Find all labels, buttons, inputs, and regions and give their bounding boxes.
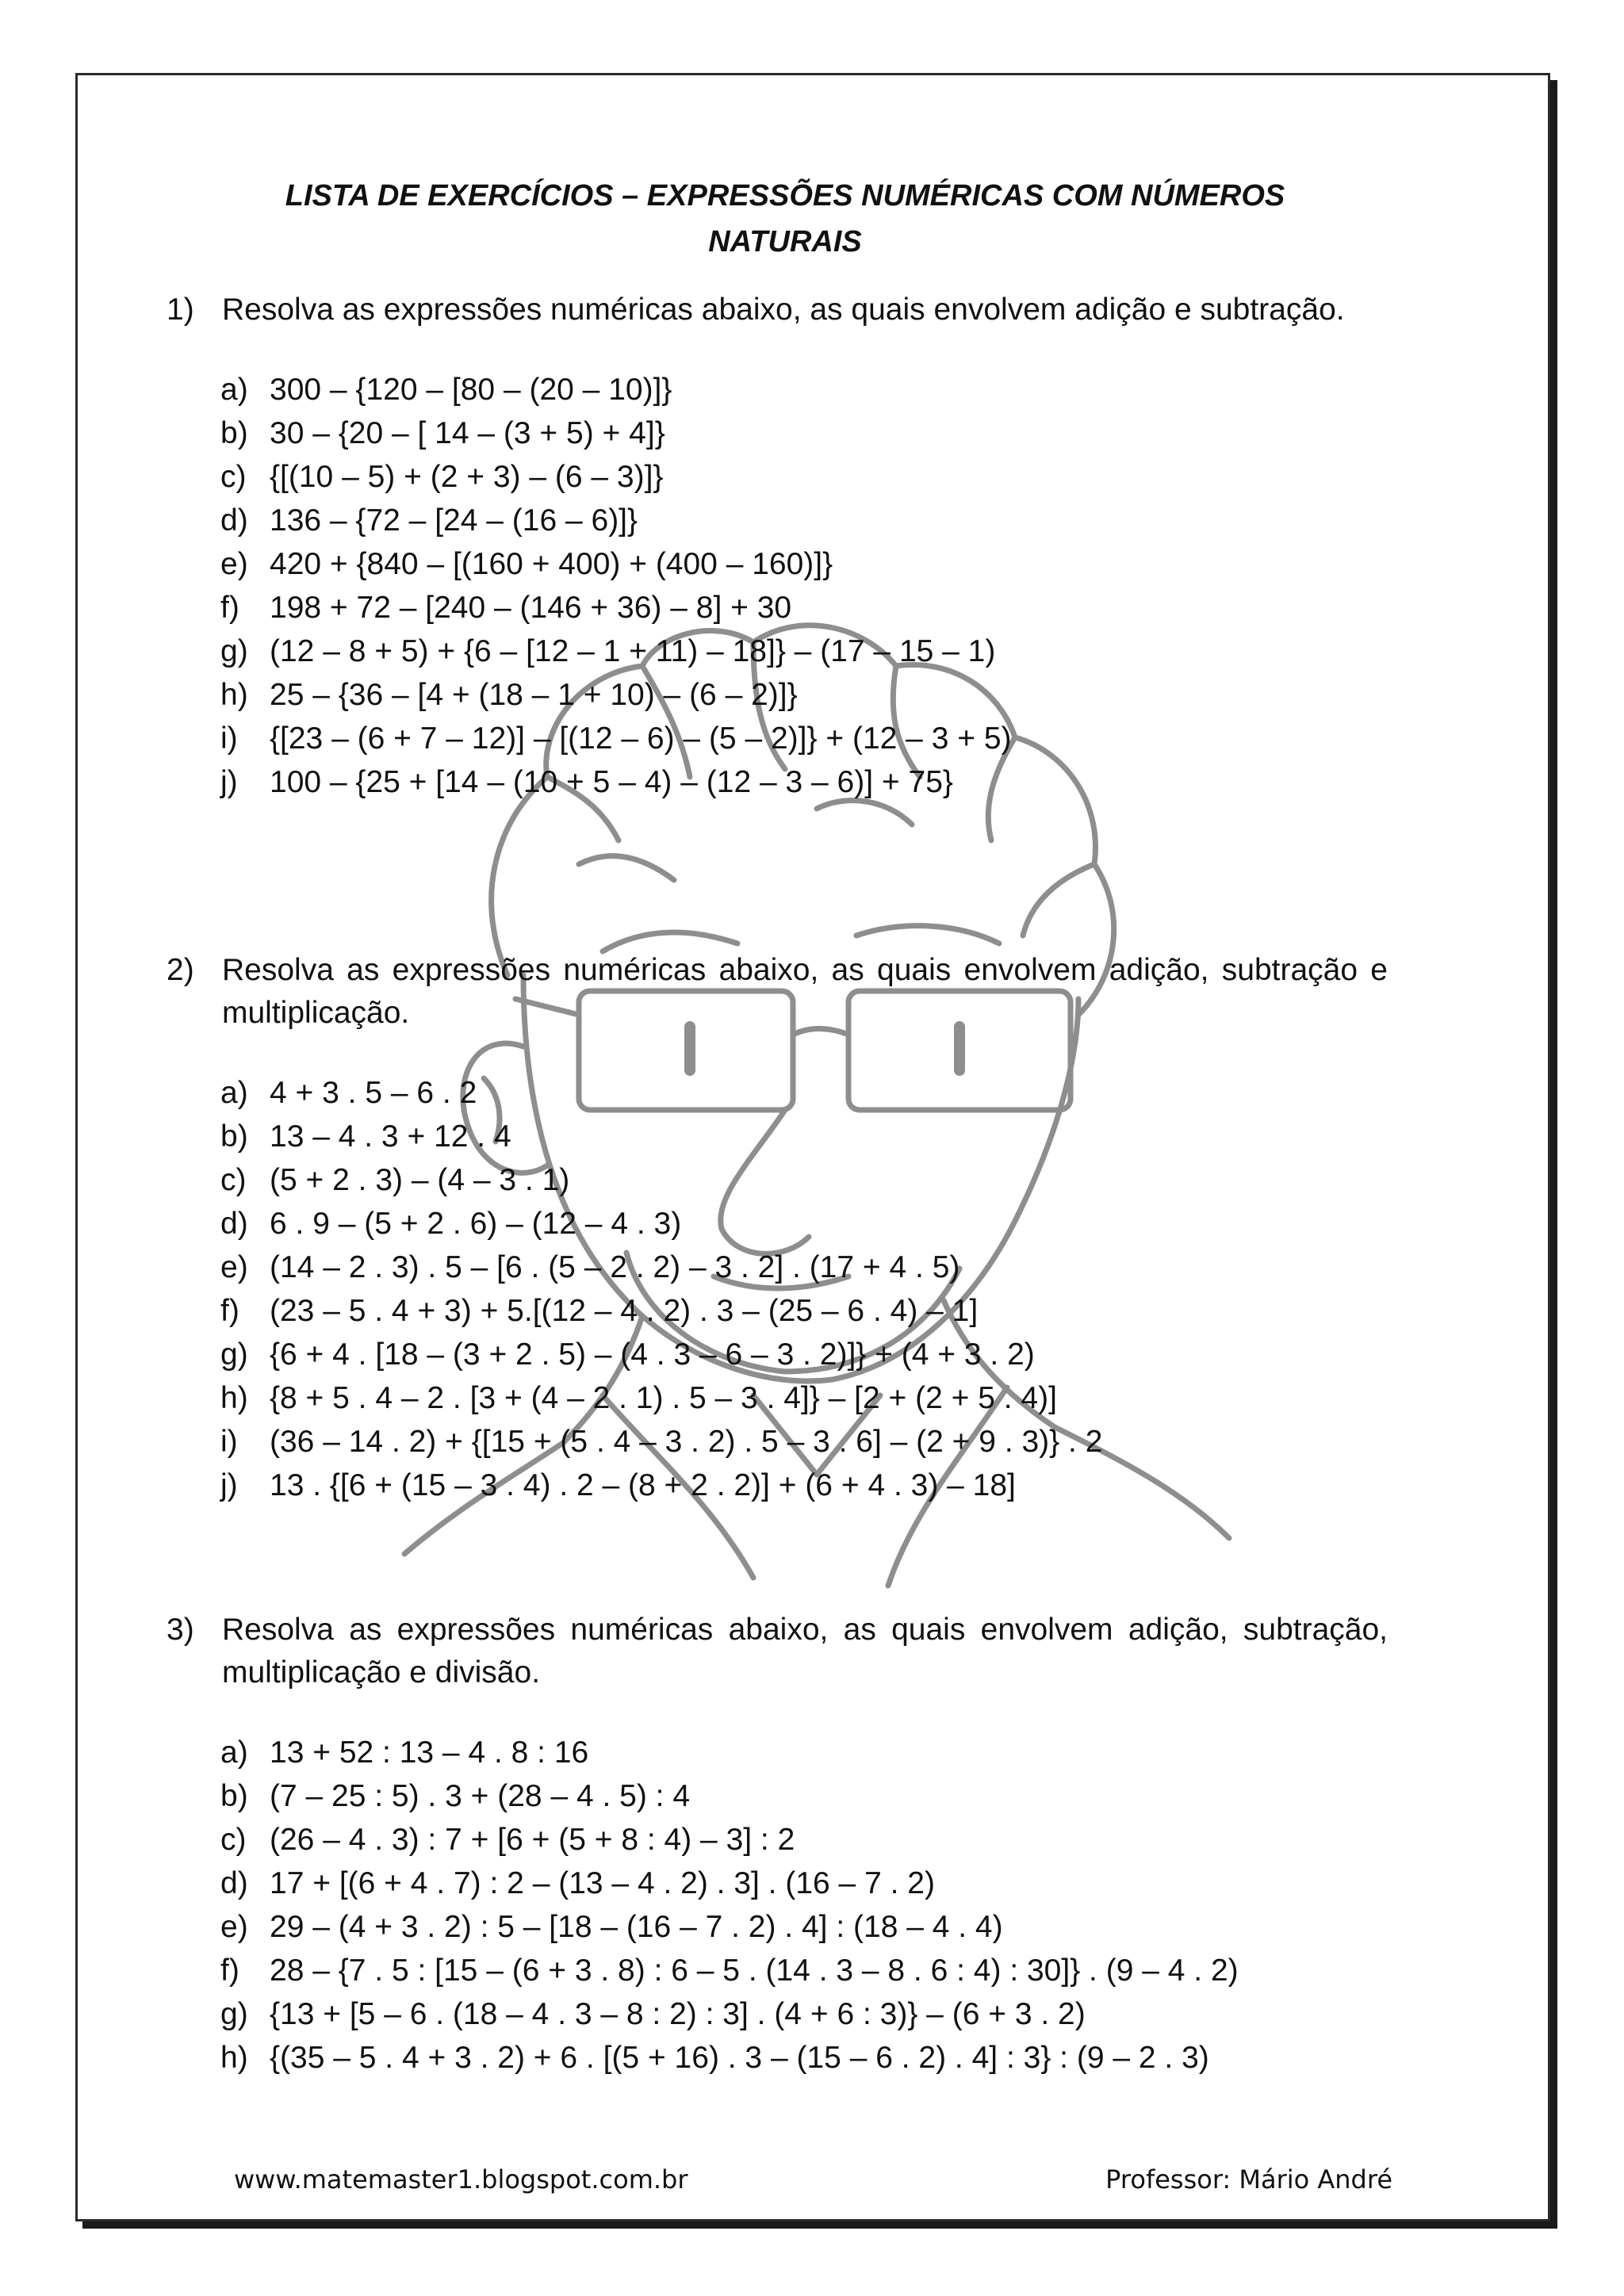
item-letter: e)	[220, 1250, 248, 1284]
exercise-item	[220, 1818, 1388, 1862]
item-letter: a)	[220, 1735, 248, 1770]
item-expression: {(35 – 5 . 4 + 3 . 2) + 6 . [(5 + 16) . 3 – (15 – 6 . 2) . 4] : 3} : (9 – 2 . 3)	[270, 2041, 1209, 2075]
exercise-item	[220, 717, 1388, 760]
item-letter: f)	[220, 1294, 239, 1328]
title-line-1: LISTA DE EXERCÍCIOS – EXPRESSÕES NUMÉRICAS COM NÚMEROS	[285, 179, 1285, 212]
item-letter: d)	[220, 1207, 248, 1241]
question-statement: Resolva as expressões numéricas abaixo, as quais envolvem adição e subtração.	[222, 293, 1345, 327]
item-expression: {13 + [5 – 6 . (18 – 4 . 3 – 8 : 2) : 3] . (4 + 6 : 3)} – (6 + 3 . 2)	[270, 1997, 1086, 2031]
exercise-item	[220, 1464, 1388, 1507]
item-letter: i)	[220, 721, 238, 756]
exercise-item	[220, 1420, 1388, 1464]
item-expression: 136 – {72 – [24 – (16 – 6)]}	[270, 503, 638, 538]
item-expression: {[23 – (6 + 7 – 12)] – [(12 – 6) – (5 – 2)]} + (12 – 3 + 5)	[270, 721, 1012, 756]
item-letter: f)	[220, 591, 239, 625]
exercise-item	[220, 760, 1388, 804]
item-letter: a)	[220, 373, 248, 407]
item-expression: (14 – 2 . 3) . 5 – [6 . (5 – 2 . 2) – 3 . 2] . (17 + 4 . 5)	[270, 1250, 960, 1284]
item-letter: g)	[220, 634, 248, 668]
item-expression: 4 + 3 . 5 – 6 . 2	[270, 1076, 477, 1110]
item-expression: 30 – {20 – [ 14 – (3 + 5) + 4]}	[270, 416, 665, 450]
exercise-item	[220, 1289, 1388, 1333]
item-letter: e)	[220, 547, 248, 581]
item-letter: b)	[220, 1779, 248, 1813]
item-letter: e)	[220, 1910, 248, 1944]
item-expression: 420 + {840 – [(160 + 400) + (400 – 160)]}	[270, 547, 833, 581]
question-3	[167, 1609, 1388, 2080]
item-expression: 17 + [(6 + 4 . 7) : 2 – (13 – 4 . 2) . 3] . (16 – 7 . 2)	[270, 1866, 935, 1900]
item-expression: (7 – 25 : 5) . 3 + (28 – 4 . 5) : 4	[270, 1779, 691, 1813]
item-expression: (26 – 4 . 3) : 7 + [6 + (5 + 8 : 4) – 3] : 2	[270, 1823, 795, 1857]
exercise-item	[220, 1246, 1388, 1289]
item-expression: 198 + 72 – [240 – (146 + 36) – 8] + 30	[270, 591, 792, 625]
question-number: 3)	[167, 1613, 194, 1647]
item-letter: c)	[220, 460, 247, 494]
exercise-item	[220, 673, 1388, 717]
exercise-item	[220, 1333, 1388, 1376]
item-letter: c)	[220, 1823, 247, 1857]
exercise-item	[220, 499, 1388, 542]
item-expression: (12 – 8 + 5) + {6 – [12 – 1 + 11) – 18]} – (17 – 15 – 1)	[270, 634, 996, 668]
item-expression: 6 . 9 – (5 + 2 . 6) – (12 – 4 . 3)	[270, 1207, 682, 1241]
item-letter: i)	[220, 1425, 238, 1459]
item-letter: a)	[220, 1076, 248, 1110]
exercise-item	[220, 1949, 1388, 1992]
exercise-item	[220, 411, 1388, 455]
exercise-item	[220, 1071, 1388, 1115]
exercise-item	[220, 455, 1388, 499]
exercise-item	[220, 629, 1388, 673]
question-2	[167, 949, 1388, 1507]
item-expression: 13 – 4 . 3 + 12 . 4	[270, 1119, 511, 1154]
item-expression: 29 – (4 + 3 . 2) : 5 – [18 – (16 – 7 . 2) . 4] : (18 – 4 . 4)	[270, 1910, 1003, 1944]
exercise-item	[220, 1202, 1388, 1246]
exercise-item	[220, 1115, 1388, 1158]
item-letter: g)	[220, 1997, 248, 2031]
item-letter: d)	[220, 1866, 248, 1900]
item-letter: f)	[220, 1954, 239, 1988]
item-expression: (5 + 2 . 3) – (4 – 3 . 1)	[270, 1163, 570, 1197]
exercise-item	[220, 1376, 1388, 1420]
question-1	[167, 289, 1388, 804]
exercise-item	[220, 542, 1388, 586]
exercise-item	[220, 1158, 1388, 1202]
item-expression: 100 – {25 + [14 – (10 + 5 – 4) – (12 – 3 – 6)] + 75}	[270, 765, 953, 799]
item-letter: g)	[220, 1337, 248, 1372]
exercise-list	[220, 1731, 1388, 2080]
item-expression: {6 + 4 . [18 – (3 + 2 . 5) – (4 . 3 – 6 – 3 . 2)]} + (4 + 3 . 2)	[270, 1337, 1035, 1372]
exercise-list	[220, 1071, 1388, 1507]
item-letter: h)	[220, 678, 248, 712]
exercise-item	[220, 1731, 1388, 1774]
item-expression: 13 . {[6 + (15 – 3 . 4) . 2 – (8 + 2 . 2)] + (6 + 4 . 3) – 18]	[270, 1468, 1016, 1502]
title-line-2: NATURAIS	[708, 225, 862, 258]
footer-website: www.matemaster1.blogspot.com.br	[234, 2164, 688, 2195]
worksheet-title	[159, 173, 1411, 265]
question-number: 2)	[167, 953, 194, 987]
item-letter: j)	[220, 765, 238, 799]
item-letter: b)	[220, 416, 248, 450]
item-letter: h)	[220, 2041, 248, 2075]
question-statement: Resolva as expressões numéricas abaixo, as quais envolvem adição, subtração, multiplicação e divisão.	[222, 1613, 1388, 1689]
item-letter: c)	[220, 1163, 247, 1197]
exercise-item	[220, 1862, 1388, 1905]
exercise-item	[220, 2036, 1388, 2080]
item-letter: b)	[220, 1119, 248, 1154]
item-expression: 300 – {120 – [80 – (20 – 10)]}	[270, 373, 672, 407]
question-statement: Resolva as expressões numéricas abaixo, as quais envolvem adição, subtração e multiplicação.	[222, 953, 1388, 1030]
exercise-item	[220, 1992, 1388, 2036]
exercise-item	[220, 1905, 1388, 1949]
item-expression: (23 – 5 . 4 + 3) + 5.[(12 – 4 . 2) . 3 – (25 – 6 . 4) – 1]	[270, 1294, 979, 1328]
item-expression: 13 + 52 : 13 – 4 . 8 : 16	[270, 1735, 589, 1770]
exercise-item	[220, 368, 1388, 411]
item-expression: 25 – {36 – [4 + (18 – 1 + 10) – (6 – 2)]}	[270, 678, 798, 712]
footer-author: Professor: Mário André	[1105, 2164, 1392, 2195]
exercise-item	[220, 1774, 1388, 1818]
item-letter: j)	[220, 1468, 238, 1502]
question-number: 1)	[167, 293, 194, 327]
item-expression: {8 + 5 . 4 – 2 . [3 + (4 – 2 . 1) . 5 – 3 . 4]} – [2 + (2 + 5 . 4)]	[270, 1381, 1057, 1415]
item-letter: h)	[220, 1381, 248, 1415]
item-expression: (36 – 14 . 2) + {[15 + (5 . 4 – 3 . 2) . 5 – 3 . 6] – (2 + 9 . 3)} . 2	[270, 1425, 1103, 1459]
exercise-list	[220, 368, 1388, 804]
item-letter: d)	[220, 503, 248, 538]
exercise-item	[220, 586, 1388, 629]
item-expression: 28 – {7 . 5 : [15 – (6 + 3 . 8) : 6 – 5 . (14 . 3 – 8 . 6 : 4) : 30]} . (9 – 4 . 2)	[270, 1954, 1239, 1988]
item-expression: {[(10 – 5) + (2 + 3) – (6 – 3)]}	[270, 460, 664, 494]
